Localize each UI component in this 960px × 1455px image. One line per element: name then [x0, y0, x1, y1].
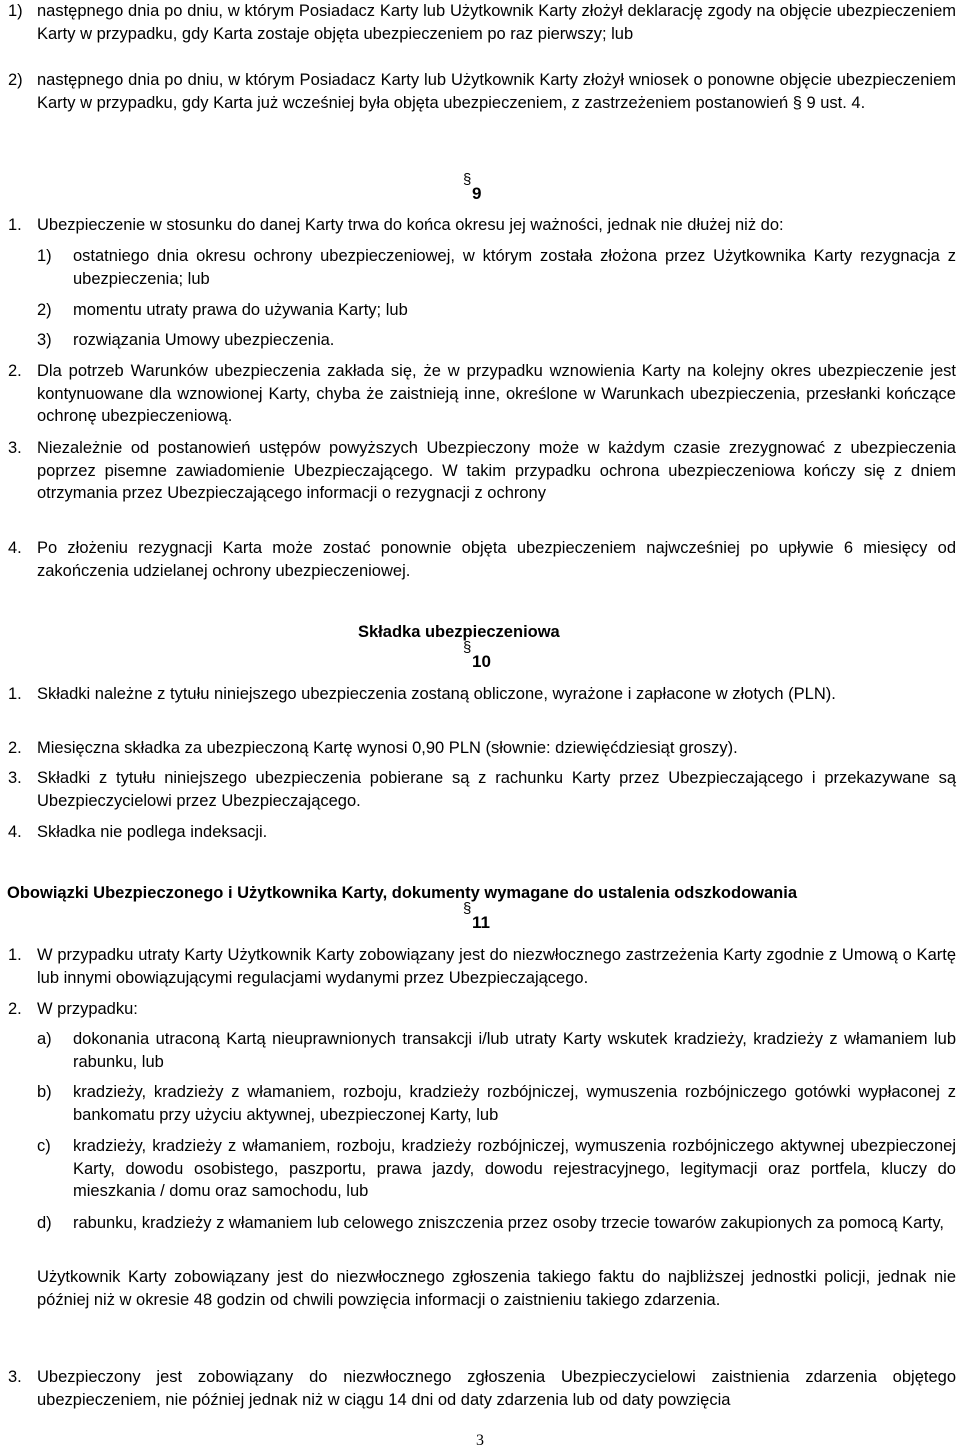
section-heading: Składka ubezpieczeniowa	[358, 623, 560, 641]
page-number: 3	[476, 1432, 484, 1449]
list-item-text: kradzieży, kradzieży z włamaniem, rozboju, kradzieży rozbójniczej, wymuszenia rozbójniczego aktywnej ubezpieczonej Karty, dowodu osobistego, paszportu, prawa jazdy, dowodu rejestracyjnego, legitymacji oraz portfela, kluczy do mieszkania / domu oraz samochodu, lub	[73, 1137, 956, 1200]
paragraph-number: 3.	[8, 439, 22, 457]
paragraph-text: Składka nie podlega indeksacji.	[37, 823, 268, 841]
list-item-text: ostatniego dnia okresu ochrony ubezpieczeniowej, w którym została złożona przez Użytkownika Karty rezygnacja z ubezpieczenia; lub	[73, 247, 956, 288]
section-number-9: § 9	[463, 171, 482, 203]
paragraph-number: 3.	[8, 769, 22, 787]
list-item-text: kradzieży, kradzieży z włamaniem, rozboju, kradzieży rozbójniczej, wymuszenia rozbójniczego gotówki wypłaconej z bankomatu przy użyciu aktywnej, ubezpieczonej Karty, lub	[73, 1083, 956, 1124]
paragraph-number: 1.	[8, 685, 22, 703]
paragraph-text: Po złożeniu rezygnacji Karta może zostać ponownie objęta ubezpieczeniem najwcześniej po upływie 6 miesięcy od zakończenia udzielanej ochrony ubezpieczeniowej.	[37, 539, 956, 580]
section-number-11: § 11	[463, 900, 490, 932]
list-item-text: dokonania utraconą Kartą nieuprawnionych transakcji i/lub utraty Karty wskutek kradzieży, kradzieży z włamaniem lub rabunku, lub	[73, 1030, 956, 1071]
paragraph-text: Ubezpieczony jest zobowiązany do niezwłocznego zgłoszenia Ubezpieczycielowi zaistnienia zdarzenia objętego ubezpieczeniem, nie później jednak niż w ciągu 14 dni od daty zdarzenia lub od daty powzięcia	[37, 1368, 956, 1409]
list-letter: a)	[37, 1030, 52, 1048]
paragraph-number: 2.	[8, 739, 22, 757]
list-number: 2)	[8, 71, 23, 89]
paragraph-number: 1.	[8, 946, 22, 964]
paragraph-text: Ubezpieczenie w stosunku do danej Karty trwa do końca okresu jej ważności, jednak nie dłużej niż do:	[37, 216, 784, 234]
section-sign: §	[463, 171, 472, 188]
paragraph-number: 4.	[8, 823, 22, 841]
list-letter: b)	[37, 1083, 52, 1101]
paragraph-number: 2.	[8, 362, 22, 380]
list-item-text: rozwiązania Umowy ubezpieczenia.	[73, 331, 335, 349]
paragraph-text: Składki z tytułu niniejszego ubezpieczenia pobierane są z rachunku Karty przez Ubezpieczającego i przekazywane są Ubezpieczycielowi przez Ubezpieczającego.	[37, 769, 956, 810]
paragraph-text: Niezależnie od postanowień ustępów powyższych Ubezpieczony może w każdym czasie zrezygnować z ubezpieczenia poprzez pisemne zawiadomienie Ubezpieczającego. W takim przypadku ochrona ubezpieczeniowa kończy się z dniem otrzymania przez Ubezpieczającego informacji o rezygnacji z ochrony	[37, 439, 956, 502]
list-item-text: następnego dnia po dniu, w którym Posiadacz Karty lub Użytkownik Karty złożył deklarację zgody na objęcie ubezpieczeniem Karty w przypadku, gdy Karta zostaje objęta ubezpieczeniem po raz pierwszy; lub	[37, 2, 956, 43]
list-number: 1)	[37, 247, 52, 265]
list-item-text: rabunku, kradzieży z włamaniem lub celowego zniszczenia przez osoby trzecie towarów zakupionych za pomocą Karty,	[73, 1214, 944, 1232]
section-heading: Obowiązki Ubezpieczonego i Użytkownika Karty, dokumenty wymagane do ustalenia odszkodowania	[7, 884, 798, 902]
paragraph-text: Składki należne z tytułu niniejszego ubezpieczenia zostaną obliczone, wyrażone i zapłacone w złotych (PLN).	[37, 685, 836, 703]
list-letter: d)	[37, 1214, 52, 1232]
paragraph-text: Użytkownik Karty zobowiązany jest do niezwłocznego zgłoszenia takiego faktu do najbliższej jednostki policji, jednak nie później niż w okresie 48 godzin od chwili powzięcia informacji o zaistnieniu takiego zdarzenia.	[37, 1268, 956, 1309]
section-sign: §	[463, 639, 472, 656]
paragraph-number: 3.	[8, 1368, 22, 1386]
paragraph-text: W przypadku utraty Karty Użytkownik Karty zobowiązany jest do niezwłocznego zastrzeżenia Karty zgodnie z Umową o Kartę lub innymi obowiązującymi regulacjami wydanymi przez Ubezpieczającego.	[37, 946, 956, 987]
paragraph-text: W przypadku:	[37, 1000, 138, 1018]
list-number: 3)	[37, 331, 52, 349]
list-item-text: następnego dnia po dniu, w którym Posiadacz Karty lub Użytkownik Karty złożył wniosek o ponowne objęcie ubezpieczeniem Karty w przypadku, gdy Karta już wcześniej była objęta ubezpieczeniem, z zastrzeżeniem postanowień § 9 ust. 4.	[37, 71, 956, 112]
list-number: 2)	[37, 301, 52, 319]
list-number: 1)	[8, 2, 23, 20]
paragraph-number: 4.	[8, 539, 22, 557]
section-sign: §	[463, 900, 472, 917]
paragraph-text: Miesięczna składka za ubezpieczoną Kartę wynosi 0,90 PLN (słownie: dziewięćdziesiąt groszy).	[37, 739, 738, 757]
paragraph-number: 2.	[8, 1000, 22, 1018]
paragraph-text: Dla potrzeb Warunków ubezpieczenia zakłada się, że w przypadku wznowienia Karty na kolejny okres ubezpieczenie jest kontynuowane dla wznowionej Karty, chyba że zaistnieją inne, określone w Warunkach ubezpieczenia, przesłanki kończące ochronę ubezpieczeniową.	[37, 362, 956, 425]
list-item-text: momentu utraty prawa do używania Karty; lub	[73, 301, 408, 319]
paragraph-number: 1.	[8, 216, 22, 234]
list-letter: c)	[37, 1137, 51, 1155]
section-number-10: § 10	[463, 639, 491, 671]
